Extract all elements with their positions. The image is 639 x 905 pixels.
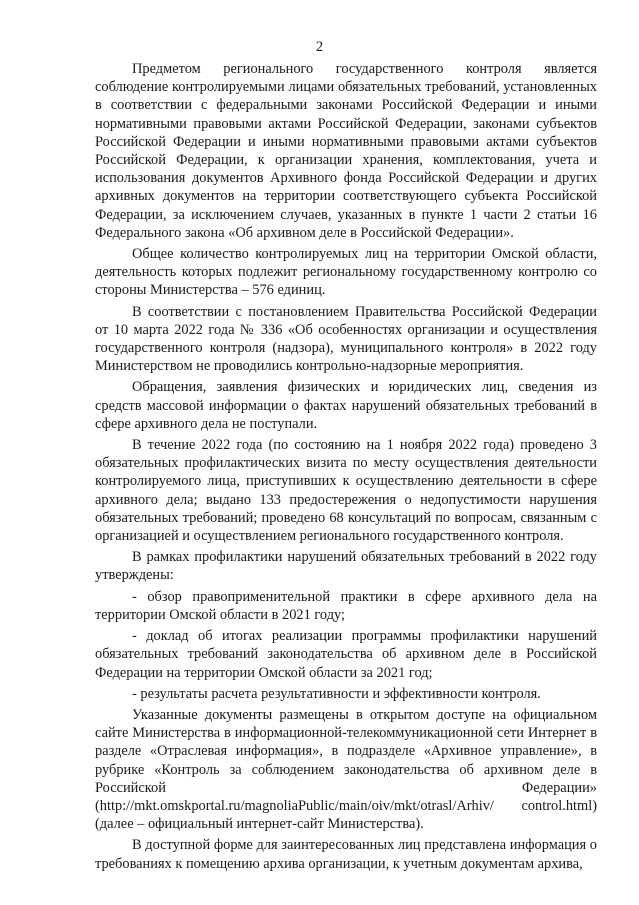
paragraph-appeals: Обращения, заявления физических и юридических лиц, сведения из средств массовой информации о фактах нарушений обязательных требований в сфере архивного дела не поступали. [95,379,597,432]
paragraph-accessible-information: В доступной форме для заинтересованных лиц представлена информация о требованиях к помещению архива организации, к учетным документам архива, [95,837,597,872]
paragraph-government-resolution: В соответствии с постановлением Правительства Российской Федерации от 10 марта 2022 года № 336 «Об особенностях организации и осуществления государственного контроля (надзора), муниципального контроля» в 2022 году Министерством не проводились контрольно-надзорные мероприятия. [95,303,597,375]
paragraph-preventive-measures: В течение 2022 года (по состоянию на 1 ноября 2022 года) проведено 3 обязательных профилактических визита по месту осуществления деятельности контролируемого лица, приступивших к осуществлению деятельности в сфере архивного дела; выдано 133 предостережения о недопустимости нарушения обязательных требований; проведено 68 консультаций по вопросам, связанным с организацией и осуществлением регионального государственного контроля. [95,437,597,545]
paragraph-approved-documents-intro: В рамках профилактики нарушений обязательных требований в 2022 году утверждены: [95,549,597,584]
paragraph-controlled-entities-count: Общее количество контролируемых лиц на территории Омской области, деятельность которых подлежит региональному государственному контролю со стороны Министерства – 576 единиц. [95,246,597,299]
list-item-program-report: - доклад об итогах реализации программы профилактики нарушений обязательных требований законодательства об архивном деле в Российской Федерации на территории Омской области за 2021 год; [95,628,597,681]
list-item-practice-review: - обзор правоприменительной практики в сфере архивного дела на территории Омской области в 2021 году; [95,588,597,623]
page-number: 2 [315,39,324,55]
paragraph-publication-info: Указанные документы размещены в открытом доступе на официальном сайте Министерства в информационной-телекоммуникационной сети Интернет в разделе «Отраслевая информация», в подразделе «Архивное управление», в рубрике «Контроль за соблюдением законодательства об архивном деле в Российской Федерации» (http://mkt.omskportal.ru/magnoliaPublic/main/oiv/mkt/otrasl/Arhiv/ control.html) (далее – официальный интернет-сайт Министерства). [95,706,597,833]
list-item-effectiveness-results: - результаты расчета результативности и эффективности контроля. [132,685,541,702]
paragraph-control-subject: Предметом регионального государственного контроля является соблюдение контролируемыми лицами обязательных требований, установленных в соответствии с федеральными законами Российской Федерации и иными нормативными правовыми актами Российской Федерации, законами субъектов Российской Федерации и иными нормативными правовыми актами субъектов Российской Федерации, к организации хранения, комплектования, учета и использования документов Архивного фонда Российской Федерации и других архивных документов на территории соответствующего субъекта Российской Федерации, за исключением случаев, указанных в пункте 1 части 2 статьи 16 Федерального закона «Об архивном деле в Российской Федерации». [95,61,597,241]
document-body [95,60,597,876]
